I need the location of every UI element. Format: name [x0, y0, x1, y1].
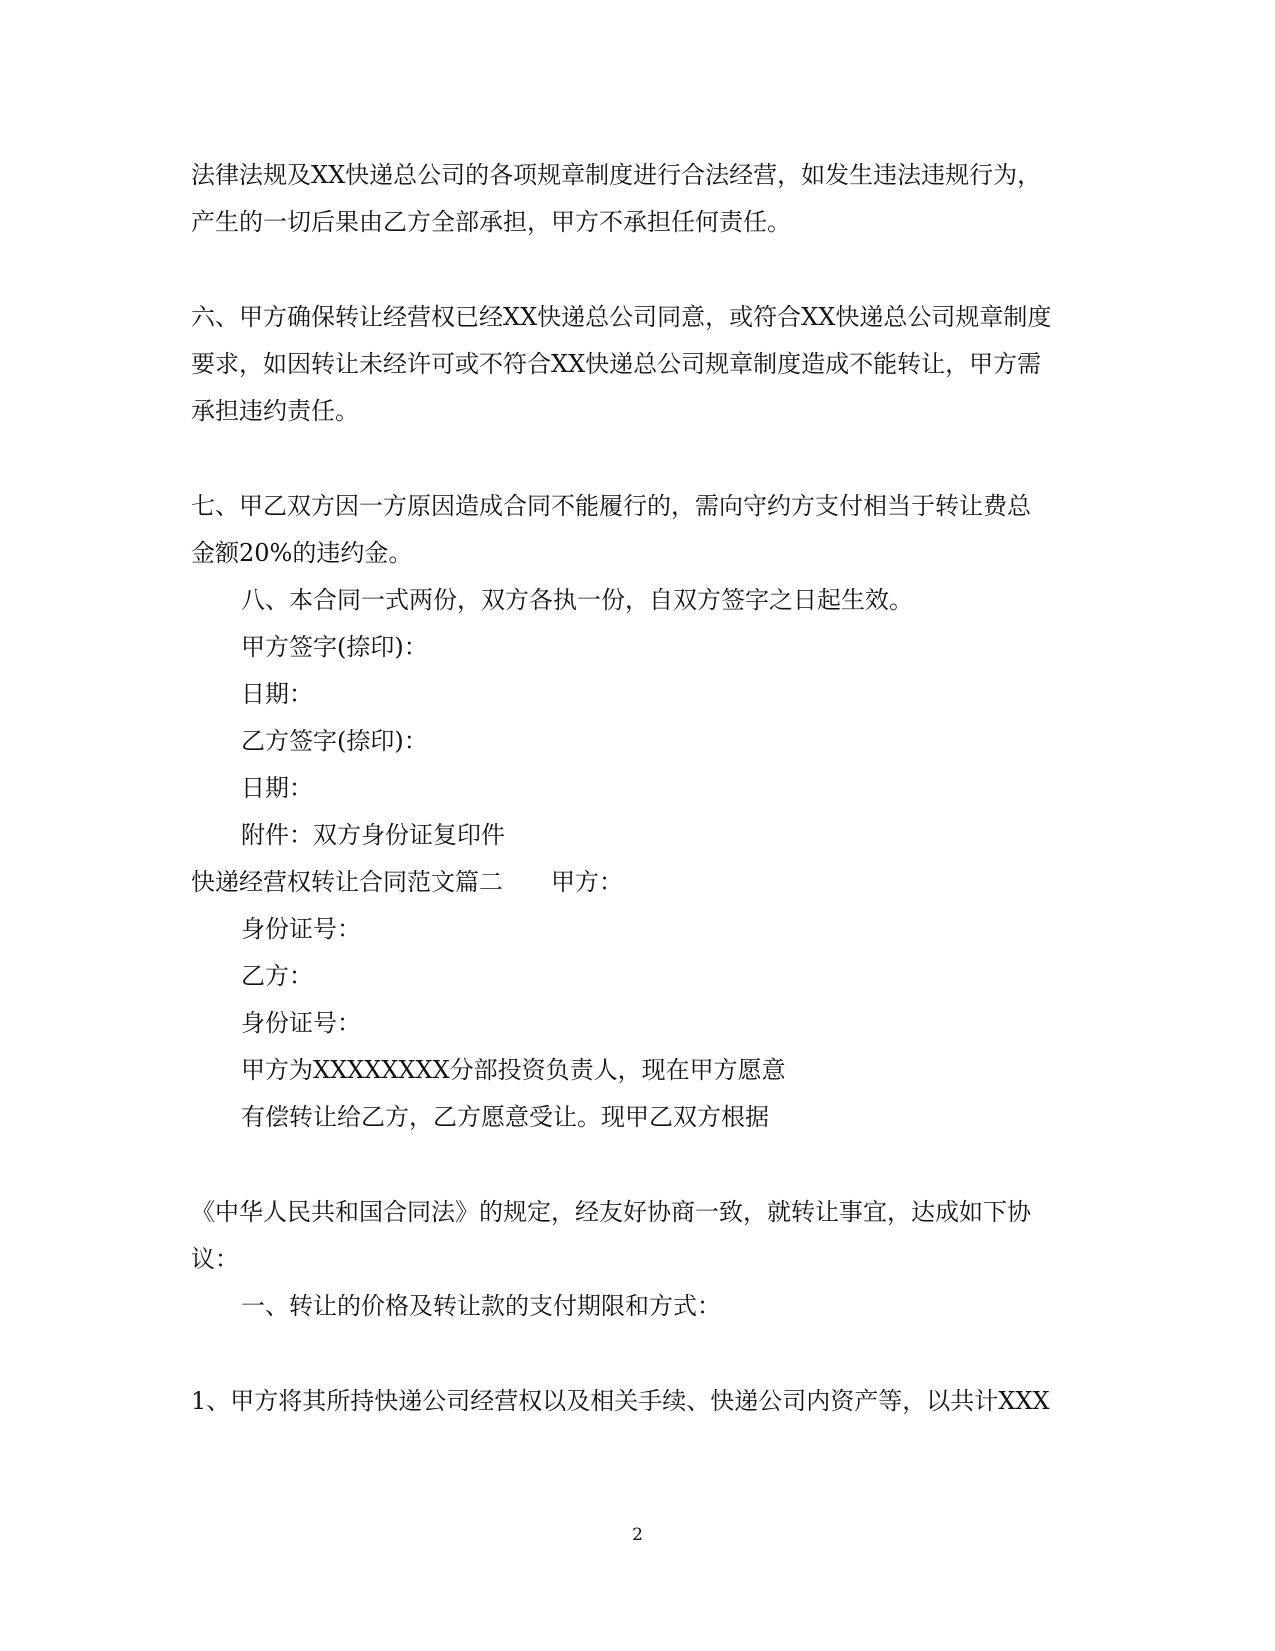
party-a-id-label: 身份证号： — [241, 915, 361, 943]
party-a-signature: 甲方签字(捺印)： — [241, 633, 428, 661]
article-1-heading: 一、转让的价格及转让款的支付期限和方式： — [241, 1292, 721, 1320]
party-b-label: 乙方： — [241, 962, 313, 990]
intro-line-2: 有偿转让给乙方，乙方愿意受让。现甲乙双方根据 — [241, 1103, 769, 1131]
intro-line-4: 议： — [191, 1245, 239, 1273]
section-title-line — [191, 867, 623, 897]
clause-6-line-3: 承担违约责任。 — [191, 397, 359, 425]
page-number: 2 — [632, 1525, 643, 1545]
intro-line-3: 《中华人民共和国合同法》的规定，经友好协商一致，就转让事宜，达成如下协 — [191, 1198, 1031, 1226]
article-1-item-1: 1、甲方将其所持快递公司经营权以及相关手续、快递公司内资产等，以共计XXX — [191, 1387, 1050, 1415]
section-title: 快递经营权转让合同范文篇二 — [191, 868, 503, 896]
party-b-id-label: 身份证号： — [241, 1009, 361, 1037]
clause-7-line-1: 七、甲乙双方因一方原因造成合同不能履行的，需向守约方支付相当于转让费总 — [191, 492, 1031, 520]
intro-line-1: 甲方为XXXXXXXX分部投资负责人，现在甲方愿意 — [241, 1056, 786, 1084]
party-b-date: 日期： — [241, 774, 313, 802]
clause-6-line-2: 要求，如因转让未经许可或不符合XX快递总公司规章制度造成不能转让，甲方需 — [191, 350, 1042, 378]
clause-7-line-2: 金额20%的违约金。 — [191, 539, 413, 567]
party-a-date: 日期： — [241, 680, 313, 708]
clause-8: 八、本合同一式两份，双方各执一份，自双方签字之日起生效。 — [241, 586, 913, 614]
party-a-label: 甲方： — [551, 868, 623, 896]
clause-6-line-1: 六、甲方确保转让经营权已经XX快递总公司同意，或符合XX快递总公司规章制度 — [191, 303, 1052, 331]
paragraph-5-line-2: 产生的一切后果由乙方全部承担，甲方不承担任何责任。 — [191, 208, 791, 236]
paragraph-5-line-1: 法律法规及XX快递总公司的各项规章制度进行合法经营，如发生违法违规行为， — [191, 161, 1042, 189]
attachment-note: 附件：双方身份证复印件 — [241, 821, 505, 849]
party-b-signature: 乙方签字(捺印)： — [241, 727, 428, 755]
